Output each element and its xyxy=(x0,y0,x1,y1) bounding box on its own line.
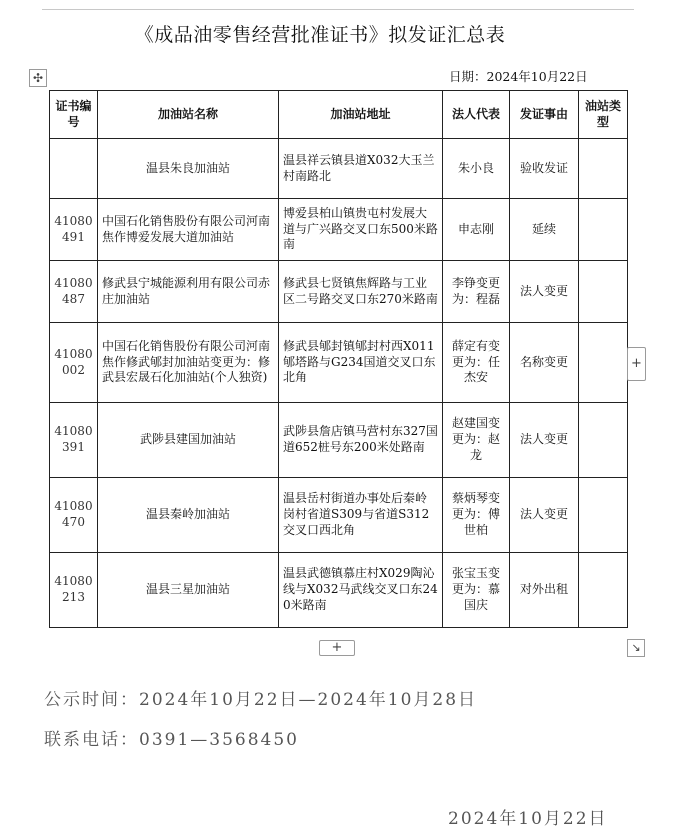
cell-station-name: 温县三星加油站 xyxy=(98,553,279,628)
cell-station-name: 中国石化销售股份有限公司河南焦作修武郇封加油站变更为：修武县宏晟石化加油站(个人独资) xyxy=(98,323,279,403)
cell-address: 温县祥云镇县道X032大玉兰村南路北 xyxy=(279,139,443,199)
cell-station-type xyxy=(579,323,628,403)
cell-cert-no: 41080002 xyxy=(50,323,98,403)
add-row-button[interactable]: + xyxy=(319,640,355,656)
table-row xyxy=(50,139,628,199)
cell-station-name: 中国石化销售股份有限公司河南焦作博爱发展大道加油站 xyxy=(98,199,279,261)
header-station-name: 加油站名称 xyxy=(98,91,279,139)
cell-legal-rep: 蔡炳琴变更为：傅世柏 xyxy=(443,478,510,553)
cell-reason: 验收发证 xyxy=(510,139,579,199)
cell-station-type xyxy=(579,139,628,199)
summary-table xyxy=(49,90,628,628)
cell-station-type xyxy=(579,261,628,323)
cell-reason: 法人变更 xyxy=(510,478,579,553)
cell-station-type xyxy=(579,403,628,478)
table-resize-handle-icon[interactable]: ↘ xyxy=(627,639,645,657)
signature-date: 2024年10月22日 xyxy=(448,809,608,829)
cell-cert-no: 41080470 xyxy=(50,478,98,553)
table-header-row xyxy=(50,91,628,139)
cell-address: 修武县七贤镇焦辉路与工业区二号路交叉口东270米路南 xyxy=(279,261,443,323)
table-row xyxy=(50,261,628,323)
table-row xyxy=(50,323,628,403)
cell-legal-rep: 张宝玉变更为：慕国庆 xyxy=(443,553,510,628)
cell-cert-no: 41080391 xyxy=(50,403,98,478)
header-station-type: 油站类型 xyxy=(579,91,628,139)
cell-address: 武陟县詹店镇马营村东327国道652桩号东200米处路南 xyxy=(279,403,443,478)
header-legal-rep: 法人代表 xyxy=(443,91,510,139)
cell-station-name: 武陟县建国加油站 xyxy=(98,403,279,478)
cell-address: 博爱县柏山镇贵屯村发展大道与广兴路交叉口东500米路南 xyxy=(279,199,443,261)
header-address: 加油站地址 xyxy=(279,91,443,139)
cell-station-name: 修武县宁城能源利用有限公司赤庄加油站 xyxy=(98,261,279,323)
table-row xyxy=(50,403,628,478)
cell-legal-rep: 李铮变更为：程磊 xyxy=(443,261,510,323)
cell-cert-no: 41080213 xyxy=(50,553,98,628)
cell-cert-no: 41080491 xyxy=(50,199,98,261)
publicity-period: 公示时间：2024年10月22日—2024年10月28日 xyxy=(44,690,478,710)
cell-station-name: 温县朱良加油站 xyxy=(98,139,279,199)
cell-legal-rep: 薛定有变更为：任杰安 xyxy=(443,323,510,403)
cell-station-type xyxy=(579,199,628,261)
cell-reason: 名称变更 xyxy=(510,323,579,403)
add-column-button[interactable]: + xyxy=(627,347,646,381)
top-divider xyxy=(42,9,634,10)
header-reason: 发证事由 xyxy=(510,91,579,139)
cell-reason: 法人变更 xyxy=(510,403,579,478)
header-cert-no: 证书编号 xyxy=(50,91,98,139)
page-title: 《成品油零售经营批准证书》拟发证汇总表 xyxy=(134,24,506,46)
cell-reason: 法人变更 xyxy=(510,261,579,323)
cell-cert-no: 41080487 xyxy=(50,261,98,323)
cell-address: 温县武德镇慕庄村X029陶沁线与X032马武线交叉口东240米路南 xyxy=(279,553,443,628)
table-move-handle-icon[interactable]: ✣ xyxy=(29,69,47,87)
cell-legal-rep: 赵建国变更为：赵龙 xyxy=(443,403,510,478)
cell-legal-rep: 申志刚 xyxy=(443,199,510,261)
table-row xyxy=(50,199,628,261)
table-row xyxy=(50,478,628,553)
cell-station-type xyxy=(579,553,628,628)
table-row xyxy=(50,553,628,628)
date-line: 日期：2024年10月22日 xyxy=(449,69,588,84)
cell-station-name: 温县秦岭加油站 xyxy=(98,478,279,553)
cell-legal-rep: 朱小良 xyxy=(443,139,510,199)
cell-station-type xyxy=(579,478,628,553)
cell-reason: 延续 xyxy=(510,199,579,261)
contact-phone: 联系电话：0391—3568450 xyxy=(44,730,299,750)
cell-address: 温县岳村街道办事处后秦岭岗村省道S309与省道S312交叉口西北角 xyxy=(279,478,443,553)
cell-cert-no xyxy=(50,139,98,199)
cell-address: 修武县郇封镇郇封村西X011郇塔路与G234国道交叉口东北角 xyxy=(279,323,443,403)
cell-reason: 对外出租 xyxy=(510,553,579,628)
